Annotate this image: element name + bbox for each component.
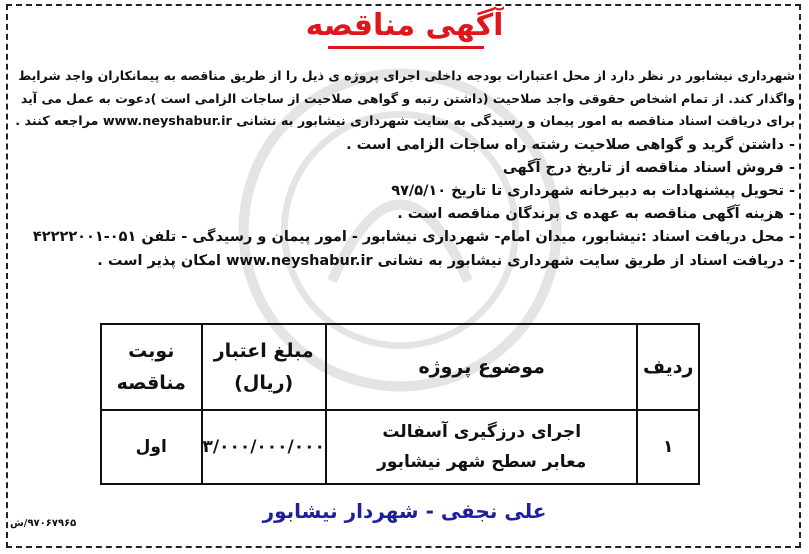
cell-turn: اول: [101, 410, 202, 484]
cell-amount: ۳/۰۰۰/۰۰۰/۰۰۰: [202, 410, 326, 484]
projects-table: [100, 323, 700, 485]
header-turn-line2: مناقصه: [116, 372, 186, 394]
body-line-2: واگذار کند. از تمام اشخاص حقوقی واجد صلاحیت (داشتن رتبه و گواهی صلاحیت از ساجات الزامی است )دعوت به عمل می آید: [20, 91, 795, 107]
table-row: [101, 410, 699, 484]
cell-row-number: ۱: [637, 410, 699, 484]
body-line-6: - تحویل پیشنهادات به دبیرخانه شهرداری تا تاریخ ۹۷/۵/۱۰: [391, 183, 795, 200]
notice-title: آگهی مناقصه: [305, 8, 504, 43]
header-subject: موضوع پروژه: [326, 324, 638, 410]
table-header-row: [101, 324, 699, 410]
cell-subject-line2: معابر سطح شهر نیشابور: [377, 452, 587, 472]
body-line-1: شهرداری نیشابور در نظر دارد از محل اعتبارات بودجه داخلی اجرای پروژه ی ذیل را از طریق مناقصه به پیمانکاران واجد شرایط: [18, 68, 795, 83]
cell-subject-line1: اجرای درزگیری آسفالت: [382, 422, 582, 442]
signature: علی نجفی - شهردار نیشابور: [262, 499, 547, 523]
body-line-9: - دریافت اسناد از طریق سایت شهرداری نیشابور به نشانی www.neyshabur.ir امکان پذیر است .: [97, 252, 795, 269]
header-turn: [101, 324, 202, 410]
notice-code: ۹۷۰۶۷۹۶۵/ش: [10, 518, 77, 529]
body-line-8: - محل دریافت اسناد :نیشابور، میدان امام- شهرداری نیشابور - امور پیمان و رسیدگی - تلفن ۰۵۱-۴۲۲۲۲۰۰۱: [32, 229, 795, 246]
body-line-3: برای دریافت اسناد مناقصه به امور پیمان و رسیدگی به سایت شهرداری نیشابور به نشانی www.neyshabur.ir مراجعه کنند .: [15, 114, 795, 130]
header-row-number: ردیف: [637, 324, 699, 410]
cell-subject: [326, 410, 638, 484]
notice-body: [14, 64, 795, 273]
body-line-5: - فروش اسناد مناقصه از تاریخ درج آگهی: [502, 159, 795, 176]
header-amount-line1: مبلغ اعتبار: [213, 340, 314, 362]
body-line-7: - هزینه آگهی مناقصه به عهده ی برندگان مناقصه است .: [397, 206, 795, 223]
header-amount: [202, 324, 326, 410]
header-turn-line1: نوبت: [128, 340, 175, 362]
body-line-4: - داشتن گرید و گواهی صلاحیت رشته راه ساجات الزامی است .: [346, 136, 795, 153]
header-amount-line2: (ریال): [234, 372, 294, 394]
title-underline: [328, 46, 484, 49]
